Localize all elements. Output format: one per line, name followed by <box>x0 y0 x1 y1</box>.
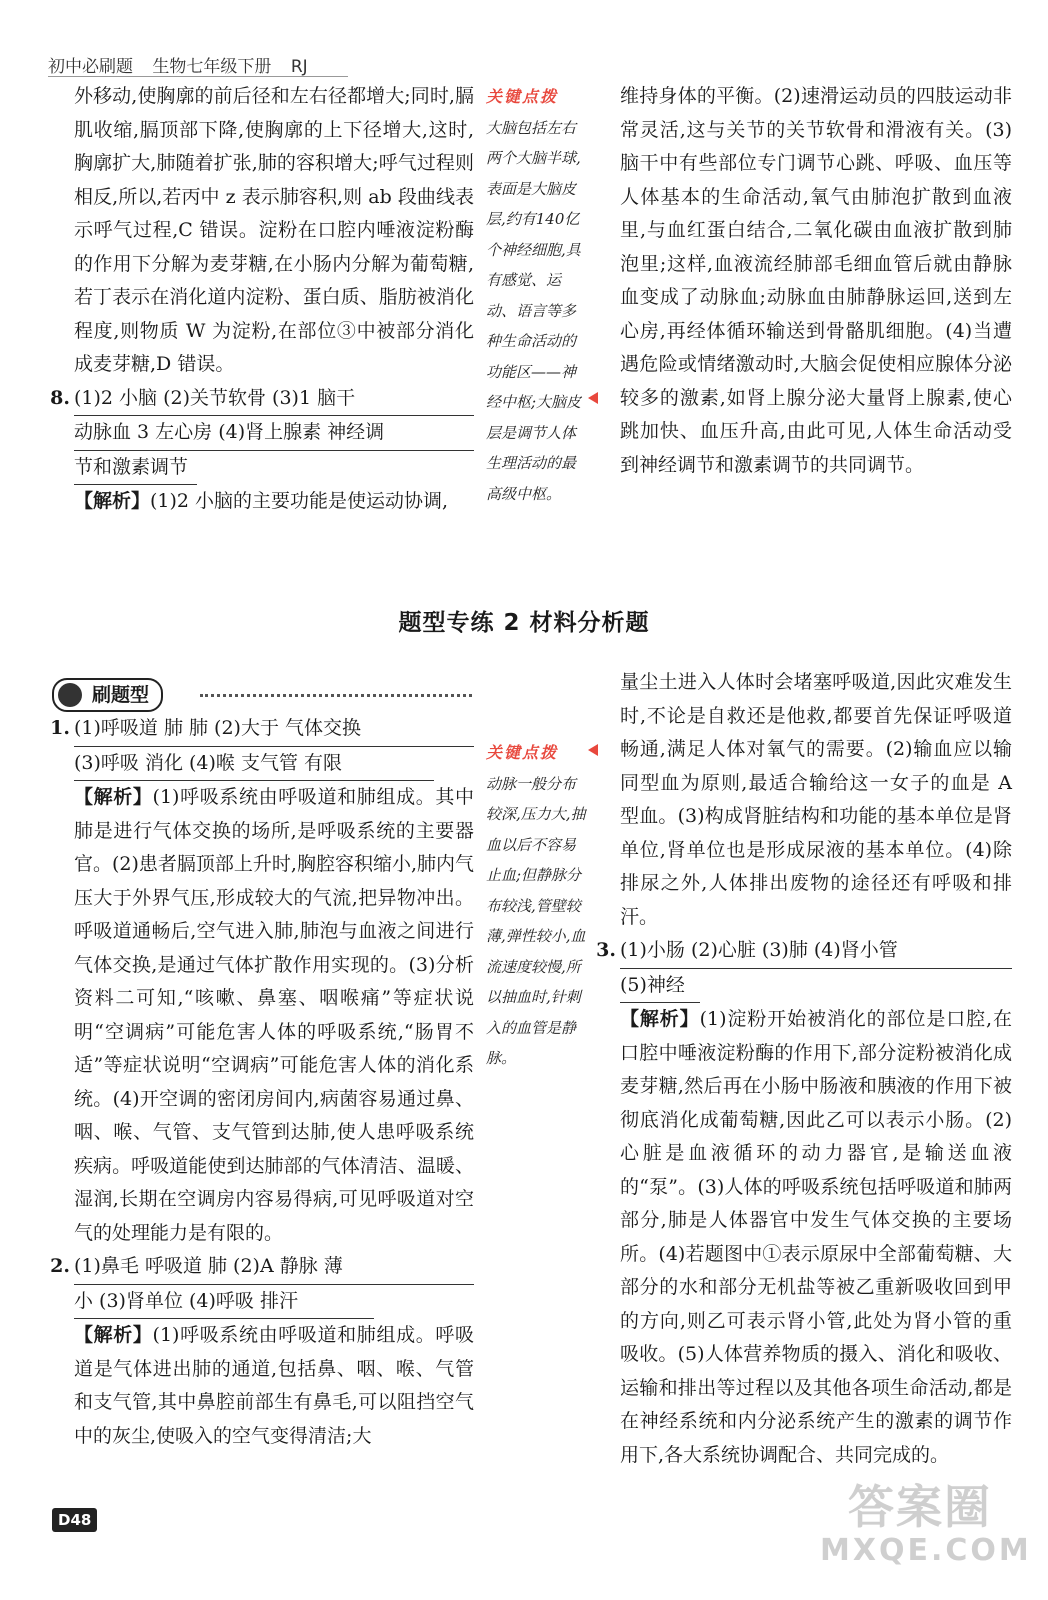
book-title: 初中必刷题 <box>48 57 133 77</box>
top-left-column <box>50 80 474 519</box>
question-8 <box>50 382 474 486</box>
dotted-divider <box>200 694 472 697</box>
section-title: 题型专练 2 材料分析题 <box>398 610 650 636</box>
pencil-icon <box>58 683 82 707</box>
analysis-text: (1)2 小脑的主要功能是使运动协调, <box>150 490 449 512</box>
analysis-text: (1)淀粉开始被消化的部位是口腔,在口腔中唾液淀粉酶的作用下,部分淀粉被消化成麦芽糖,然后再在小肠中肠液和胰液的作用下被彻底消化成葡萄糖,因此乙可以表示小肠。(2)心脏是血液循环的动力器官,是输送血液的“泵”。(3)人体的呼吸系统包括呼吸道和肺两部分,肺是人体器官中发生气体交换的主要场所。(4)若题图中①表示原尿中全部葡萄糖、大部分的水和部分无机盐等被乙重新吸收回到甲的方向,则乙可表示肾小管,此处为肾小管的重吸收。(5)人体营养物质的摄入、消化和吸收、运输和排出等过程以及其他各项生命活动,都是在神经系统和内分泌系统产生的激素的调节作用下,各大系统协调配合、共同完成的。 <box>620 1008 1012 1466</box>
analysis <box>74 781 474 1250</box>
question-number: 3. <box>596 939 616 961</box>
question-number: 2. <box>50 1255 70 1277</box>
subject-title: 生物七年级下册 <box>152 57 272 77</box>
analysis-text: (1)呼吸系统由呼吸道和肺组成。呼吸道是气体进出肺的通道,包括鼻、咽、喉、气管和支气管,其中鼻腔前部生有鼻毛,可以阻挡空气中的灰尘,使吸入的空气变得清洁;大 <box>74 1324 474 1447</box>
answer-text: (1)呼吸道 肺 肺 (2)大于 气体交换 <box>74 717 361 739</box>
answer-text: (1)2 小脑 (2)关节软骨 (3)1 脑干 <box>74 386 356 409</box>
running-header <box>48 52 322 77</box>
bottom-left-column <box>50 712 474 1453</box>
key-tip-title: 关键点拨 <box>486 743 559 762</box>
analysis <box>74 485 474 519</box>
answer-line: (5)神经 <box>620 969 700 1004</box>
answer-text: (1)鼻毛 呼吸道 肺 (2)A 静脉 薄 <box>74 1255 343 1277</box>
analysis-label: 【解析】 <box>620 1008 700 1030</box>
analysis-text: (1)呼吸系统由呼吸道和肺组成。其中肺是进行气体交换的场所,是呼吸系统的主要器官。(2)患者膈顶部上升时,胸腔容积缩小,肺内气压大于外界气压,形成较大的气流,把异物冲出。呼吸道通畅后,空气进入肺,肺泡与血液之间进行气体交换,是通过气体扩散作用实现的。(3)分析资料二可知,“咳嗽、鼻塞、咽喉痛”等症状说明“空调病”可能危害人体的呼吸系统,“肠胃不适”等症状说明“空调病”可能危害人体的消化系统。(4)开空调的密闭房间内,病菌容易通过鼻、咽、喉、气管、支气管到达肺,使人患呼吸系统疾病。呼吸道能使到达肺部的气体清洁、温暖、湿润,长期在空调房内容易得病,可见呼吸道对空气的处理能力是有限的。 <box>74 786 474 1244</box>
watermark-line: 答案圈 <box>848 1480 992 1534</box>
pointer-arrow-icon <box>588 744 598 756</box>
key-tip-sidebar <box>486 738 590 1074</box>
analysis <box>620 1003 1012 1472</box>
bottom-right-column <box>596 666 1012 1472</box>
answer-line <box>50 1250 474 1285</box>
answer-text: (1)小肠 (2)心脏 (3)肺 (4)肾小管 <box>620 939 898 961</box>
answer-line: (3)呼吸 消化 (4)喉 支气管 有限 <box>74 747 434 782</box>
paragraph: 维持身体的平衡。(2)速滑运动员的四肢运动非常灵活,这与关节的关节软骨和滑液有关。(3)脑干中有些部位专门调节心跳、呼吸、血压等人体基本的生命活动,氧气由肺泡扩散到血液里,与血红蛋白结合,二氧化碳由血液扩散到肺泡里;这样,血液流经肺部毛细血管后就由静脉血变成了动脉血;动脉血由肺静脉运回,送到左心房,再经体循环输送到骨骼肌细胞。(4)当遭遇危险或情绪激动时,大脑会促使相应腺体分泌较多的激素,如肾上腺分泌大量肾上腺素,使心跳加快、血压升高,由此可见,人体生命活动受到神经调节和激素调节的共同调节。 <box>620 85 1012 476</box>
key-tip-title: 关键点拨 <box>486 87 559 106</box>
key-tip-text: 动脉一般分布较深,压力大,抽血以后不容易止血;但静脉分布较浅,管壁较薄,弹性较小,血流速度较慢,所以抽血时,针刺入的血管是静脉。 <box>486 774 586 1067</box>
question-number: 8. <box>50 386 70 409</box>
answer-line <box>596 934 1012 969</box>
badge-label: 刷题型 <box>92 684 150 706</box>
watermark <box>820 1480 1032 1590</box>
analysis-label: 【解析】 <box>74 490 151 512</box>
analysis-label: 【解析】 <box>74 786 153 808</box>
answer-line: 节和激素调节 <box>74 451 197 486</box>
header-rule <box>48 76 348 77</box>
question-number: 1. <box>50 717 70 739</box>
analysis-label: 【解析】 <box>74 1324 153 1346</box>
key-tip-text: 大脑包括左右两个大脑半球,表面是大脑皮层,约有140亿个神经细胞,具有感觉、运动、语言等多种生命活动的功能区——神经中枢;大脑皮层是调节人体生理活动的最高级中枢。 <box>486 118 582 503</box>
edition-label: RJ <box>290 57 308 77</box>
practice-badge <box>52 678 163 712</box>
analysis <box>74 1319 474 1453</box>
question-3 <box>596 934 1012 1003</box>
answer-line: 动脉血 3 左心房 (4)肾上腺素 神经调 <box>74 416 474 451</box>
question-1 <box>50 712 474 781</box>
question-2 <box>50 1250 474 1319</box>
answer-line: 小 (3)肾单位 (4)呼吸 排汗 <box>74 1285 374 1320</box>
top-right-column <box>620 80 1012 482</box>
paragraph: 量尘土进入人体时会堵塞呼吸道,因此灾难发生时,不论是自救还是他救,都要首先保证呼吸道畅通,满足人体对氧气的需要。(2)输血应以输同型血为原则,最适合输给这一女子的血是 A 型血。(3)构成肾脏结构和功能的基本单位是肾单位,肾单位也是形成尿液的基本单位。(4)除排尿之外,人体排出废物的途径还有呼吸和排汗。 <box>620 671 1012 928</box>
page-number: D48 <box>52 1508 97 1532</box>
watermark-line: MXQE.COM <box>820 1533 1032 1568</box>
pointer-arrow-icon <box>588 392 598 404</box>
key-tip-sidebar <box>486 82 590 509</box>
paragraph: 外移动,使胸廓的前后径和左右径都增大;同时,膈肌收缩,膈顶部下降,使胸廓的上下径增大,这时,胸廓扩大,肺随着扩张,肺的容积增大;呼气过程则相反,所以,若丙中 z 表示肺容积,则 ab 段曲线表示呼气过程,C 错误。淀粉在口腔内唾液淀粉酶的作用下分解为麦芽糖,在小肠内分解为葡萄糖,若丁表示在消化道内淀粉、蛋白质、脂肪被消化程度,则物质 W 为淀粉,在部位③中被部分消化成麦芽糖,D 错误。 <box>74 85 474 375</box>
answer-line <box>50 382 474 417</box>
answer-line <box>50 712 474 747</box>
